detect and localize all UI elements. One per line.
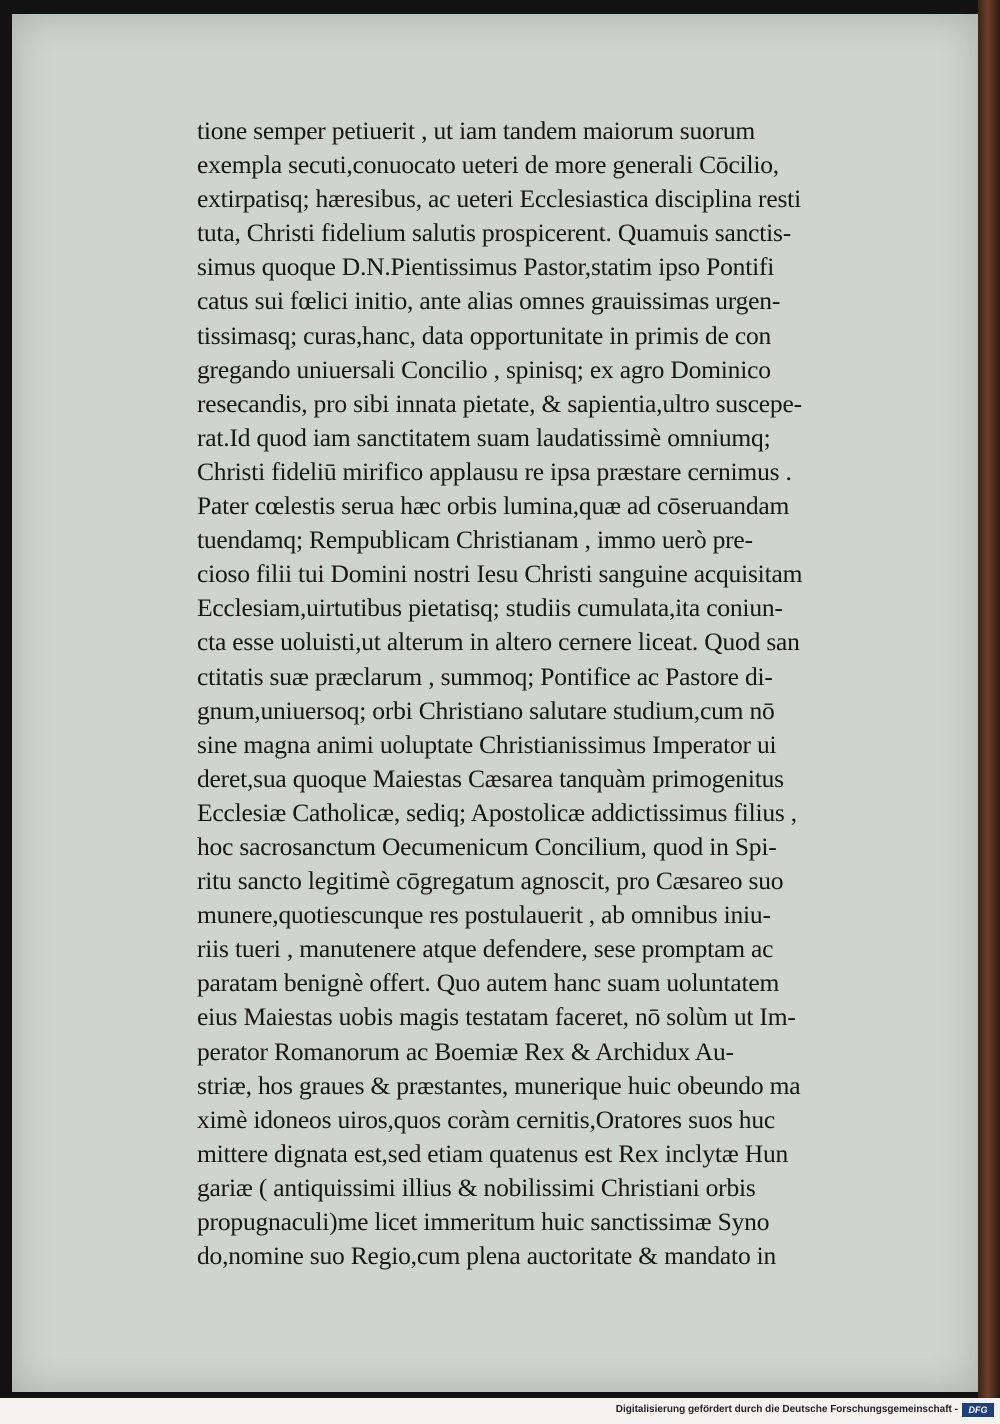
text-line: Ecclesiam,uirtutibus pietatisq; studiis cumulata,ita coniun- [197, 593, 783, 623]
text-line: mittere dignata est,sed etiam quatenus est Rex inclytæ Hun [197, 1138, 789, 1168]
text-line: do,nomine suo Regio,cum plena auctoritate & mandato in [197, 1241, 777, 1271]
book-binding-edge [978, 0, 1000, 1398]
footer-bar [0, 1398, 1000, 1424]
text-line: tissimasq; curas,hanc, data opportunitate in primis de con [197, 320, 772, 350]
text-line: Christi fideliū mirifico applausu re ipsa præstare cernimus . [197, 456, 792, 486]
funding-credit: Digitalisierung gefördert durch die Deutsche Forschungsgemeinschaft - [615, 1404, 958, 1415]
text-line: catus sui fœlici initio, ante alias omnes grauissimas urgen- [197, 286, 781, 316]
text-line: gnum,uniuersoq; orbi Christiano salutare studium,cum nō [197, 695, 775, 725]
text-line: hoc sacrosanctum Oecumenicum Concilium, quod in Spi- [197, 831, 777, 861]
text-line: cta esse uoluisti,ut alterum in altero cernere liceat. Quod san [197, 627, 800, 657]
text-line: ximè idoneos uiros,quos coràm cernitis,Oratores suos huc [197, 1104, 776, 1134]
text-line: propugnaculi)me licet immeritum huic sanctissimæ Syno [197, 1207, 770, 1236]
text-line: paratam benignè offert. Quo autem hanc suam uoluntatem [197, 968, 780, 998]
text-line: riis tueri , manutenere atque defendere, sese promptam ac [197, 934, 774, 964]
text-line: perator Romanorum ac Boemiæ Rex & Archidux Au- [197, 1036, 734, 1066]
text-line: eius Maiestas uobis magis testatam faceret, nō solùm ut Im- [197, 1002, 796, 1032]
text-line: Ecclesiæ Catholicæ, sediq; Apostolicæ addictissimus filius , [197, 797, 797, 827]
text-line: sine magna animi uoluptate Christianissimus Imperator ui [197, 729, 777, 759]
text-line: rat.Id quod iam sanctitatem suam laudatissimè omniumq; [197, 422, 771, 452]
printed-page [12, 14, 978, 1392]
text-line: cioso filii tui Domini nostri Iesu Christi sanguine acquisitam [197, 559, 803, 589]
text-line: resecandis, pro sibi innata pietate, & sapientia,ultro suscepe- [197, 388, 802, 418]
text-line: Pater cœlestis serua hæc orbis lumina,quæ ad cōseruandam [197, 491, 790, 521]
text-line: ctitatis suæ præclarum , summoq; Pontifice ac Pastore di- [197, 661, 773, 691]
text-line: deret,sua quoque Maiestas Cæsarea tanquàm primogenitus [197, 763, 784, 793]
text-line: ritu sancto legitimè cōgregatum agnoscit, pro Cæsareo suo [197, 866, 784, 896]
text-line: tuendamq; Rempublicam Christianam , immo uerò pre- [197, 525, 753, 555]
body-text [197, 114, 887, 1273]
text-line: gariæ ( antiquissimi illius & nobilissimi Christiani orbis [197, 1172, 756, 1202]
text-line: striæ, hos graues & præstantes, munerique huic obeundo ma [197, 1070, 801, 1100]
text-line: munere,quotiescunque res postulauerit , ab omnibus iniu- [197, 900, 771, 930]
dfg-logo-icon[interactable]: DFG [962, 1403, 994, 1417]
text-line: extirpatisq; hæresibus, ac ueteri Ecclesiastica disciplina resti [197, 184, 801, 214]
text-line: simus quoque D.N.Pientissimus Pastor,statim ipso Pontifi [197, 252, 775, 282]
text-line: exempla secuti,conuocato ueteri de more generali Cōcilio, [197, 150, 779, 180]
text-line: tione semper petiuerit , ut iam tandem maiorum suorum [197, 116, 756, 145]
text-line: tuta, Christi fidelium salutis prospicerent. Quamuis sanctis- [197, 218, 792, 248]
text-line: gregando uniuersali Concilio , spinisq; ex agro Dominico [197, 354, 771, 384]
